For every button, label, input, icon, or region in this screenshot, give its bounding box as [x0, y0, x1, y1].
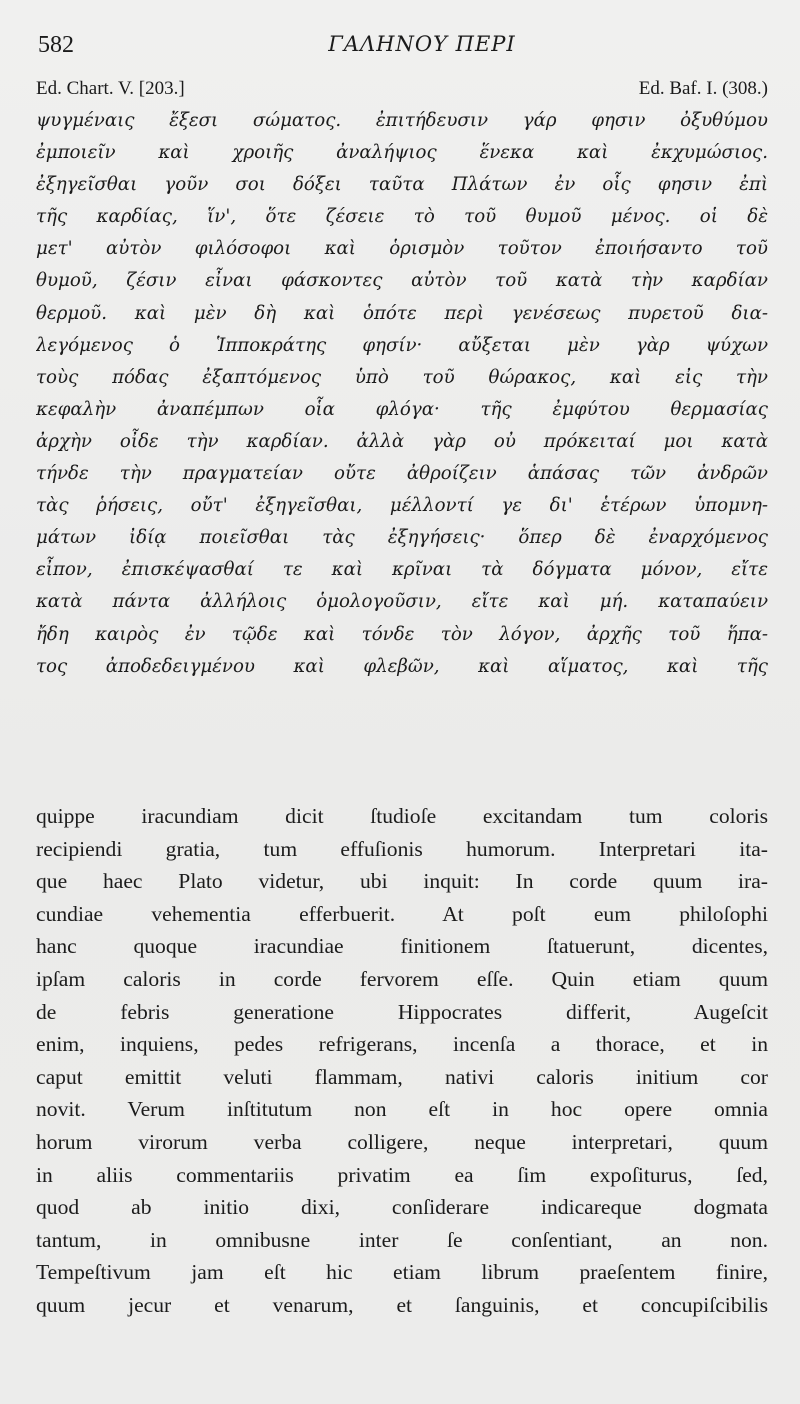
latin-line: caput emittit veluti flammam, nativi caloris initium cor	[36, 1064, 768, 1089]
latin-line: Tempeſtivum jam eſt hic etiam librum praeſentem finire,	[36, 1260, 768, 1285]
running-title: ΓΑΛΗΝΟΥ ΠΕΡΙ	[328, 32, 516, 56]
latin-line: horum virorum verba colligere, neque interpretari, quum	[36, 1129, 768, 1154]
greek-line: τῆς καρδίας, ἵν', ὅτε ζέσειε τὸ τοῦ θυμοῦ μένος. οἱ δὲ	[36, 206, 768, 228]
page-number: 582	[38, 32, 74, 58]
edition-chartier-reference: Ed. Chart. V. [203.]	[36, 78, 185, 99]
greek-line: μάτων ἰδίᾳ ποιεῖσθαι τὰς ἐξηγήσεις· ὅπερ δὲ ἐναρχόμενος	[36, 527, 768, 549]
greek-line: κατὰ πάντα ἀλλήλοις ὁμολογοῦσιν, εἴτε καὶ μή. καταπαύειν	[36, 591, 768, 613]
greek-line: εἶπον, ἐπισκέψασθαί τε καὶ κρῖναι τὰ δόγματα μόνον, εἴτε	[36, 559, 768, 581]
greek-line: λεγόμενος ὁ Ἱπποκράτης φησίν· αὔξεται μὲν γὰρ ψύχων	[36, 334, 768, 356]
latin-line: in aliis commentariis privatim ea ſim expoſiturus, ſed,	[36, 1162, 768, 1187]
greek-line: ἐμποιεῖν καὶ χροιῆς ἀναλήψιος ἕνεκα καὶ ἐκχυμώσιος.	[36, 142, 768, 164]
latin-line: tantum, in omnibusne inter ſe conſentiant, an non.	[36, 1227, 768, 1252]
greek-line: τος ἀποδεδειγμένου καὶ φλεβῶν, καὶ αἵματος, καὶ τῆς	[36, 655, 768, 677]
latin-line: quippe iracundiam dicit ſtudioſe excitandam tum coloris	[36, 804, 768, 828]
greek-line: τὰς ῥήσεις, οὔτ' ἐξηγεῖσθαι, μέλλοντί γε δι' ἑτέρων ὑπομνη-	[36, 495, 768, 517]
latin-line: quod ab initio dixi, conſiderare indicareque dogmata	[36, 1195, 768, 1220]
greek-line: τήνδε τὴν πραγματείαν οὔτε ἀθροίζειν ἁπάσας τῶν ἀνδρῶν	[36, 463, 768, 485]
edition-reference-line	[36, 78, 768, 104]
latin-line: quum jecur et venarum, et ſanguinis, et concupiſcibilis	[36, 1292, 768, 1317]
latin-translation-block	[36, 800, 768, 1322]
greek-line: θερμοῦ. καὶ μὲν δὴ καὶ ὁπότε περὶ γενέσεως πυρετοῦ δια-	[36, 302, 768, 324]
latin-line: de febris generatione Hippocrates differit, Augeſcit	[36, 999, 768, 1024]
running-header	[36, 32, 768, 66]
greek-line: μετ' αὐτὸν φιλόσοφοι καὶ ὁρισμὸν τοῦτον ἐποιήσαντο τοῦ	[36, 238, 768, 260]
edition-basel-reference: Ed. Baf. I. (308.)	[638, 78, 768, 99]
greek-line: ἤδη καιρὸς ἐν τῷδε καὶ τόνδε τὸν λόγον, ἀρχῆς τοῦ ἥπα-	[36, 623, 768, 645]
greek-line: τοὺς πόδας ἐξαπτόμενος ὑπὸ τοῦ θώρακος, καὶ εἰς τὴν	[36, 366, 768, 388]
latin-line: novit. Verum inſtitutum non eſt in hoc opere omnia	[36, 1097, 768, 1122]
latin-line: ipſam caloris in corde fervorem eſſe. Quin etiam quum	[36, 966, 768, 991]
greek-text-block	[36, 105, 768, 683]
latin-line: enim, inquiens, pedes refrigerans, incenſa a thorace, et in	[36, 1032, 768, 1057]
greek-line: ἐξηγεῖσθαι γοῦν σοι δόξει ταῦτα Πλάτων ἐν οἷς φησιν ἐπὶ	[36, 174, 768, 196]
latin-line: recipiendi gratia, tum effuſionis humorum. Interpretari ita-	[36, 836, 768, 861]
latin-line: hanc quoque iracundiae finitionem ſtatuerunt, dicentes,	[36, 934, 768, 959]
greek-line: ψυγμέναις ἔξεσι σώματος. ἐπιτήδευσιν γάρ φησιν ὀξυθύμου	[36, 110, 768, 131]
greek-line: ἀρχὴν οἶδε τὴν καρδίαν. ἀλλὰ γὰρ οὐ πρόκειταί μοι κατὰ	[36, 430, 768, 452]
latin-line: que haec Plato videtur, ubi inquit: In corde quum ira-	[36, 869, 768, 894]
latin-line: cundiae vehementia efferbuerit. At poſt eum philoſophi	[36, 901, 768, 926]
greek-line: κεφαλὴν ἀναπέμπων οἷα φλόγα· τῆς ἐμφύτου θερμασίας	[36, 398, 768, 420]
greek-line: θυμοῦ, ζέσιν εἶναι φάσκοντες αὐτὸν τοῦ κατὰ τὴν καρδίαν	[36, 270, 768, 292]
